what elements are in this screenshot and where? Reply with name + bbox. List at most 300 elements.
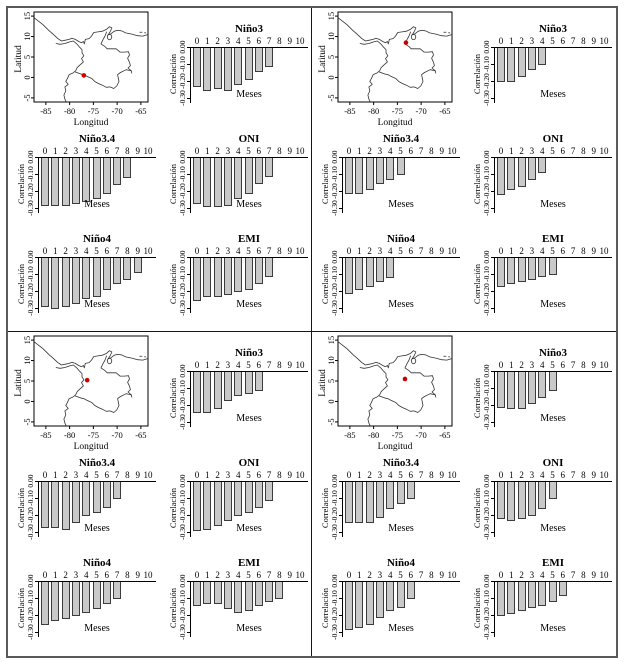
station-marker <box>403 377 408 382</box>
bar-month-7 <box>113 158 121 185</box>
x-tick-label: 9 <box>439 470 444 480</box>
bar-month-8 <box>123 158 131 178</box>
x-tick-label: 5 <box>94 470 99 480</box>
x-tick-label: 0 <box>498 570 504 580</box>
bar-month-7 <box>265 158 273 177</box>
x-tick-label: 4 <box>83 470 89 480</box>
x-axis-title: Meses <box>236 199 262 210</box>
x-tick-label: 3 <box>529 570 535 580</box>
bar-month-4 <box>234 482 242 516</box>
bar-month-7 <box>265 258 273 277</box>
x-tick-label: 2 <box>367 146 372 156</box>
correlation-chart <box>466 456 612 556</box>
map-x-axis-title: Longitud <box>377 442 413 452</box>
map-y-tick-label: 0 <box>22 399 32 404</box>
x-tick-label: 10 <box>143 146 153 156</box>
bar-month-5 <box>549 372 557 391</box>
x-tick-label: 10 <box>447 146 457 156</box>
x-axis-title: Meses <box>540 623 566 634</box>
x-tick-label: 10 <box>295 246 305 256</box>
coastline-outline <box>34 18 148 44</box>
x-tick-label: 3 <box>377 570 383 580</box>
y-tick-label: 0.00 <box>178 250 187 264</box>
y-axis-title: Correlación <box>320 487 330 529</box>
x-tick-label: 2 <box>215 470 220 480</box>
bar-month-3 <box>528 582 536 608</box>
x-tick-label: 8 <box>581 246 586 256</box>
y-axis-title: Correlación <box>472 163 482 205</box>
x-tick-label: 8 <box>581 570 586 580</box>
coastline-outline <box>360 365 388 426</box>
y-tick-label: 0.00 <box>482 574 491 588</box>
chart-title: EMI <box>542 233 564 245</box>
y-axis-title: Correlación <box>472 487 482 529</box>
x-tick-label: 3 <box>225 246 231 256</box>
x-tick-label: 4 <box>539 246 545 256</box>
bar-month-7 <box>113 482 121 499</box>
y-tick-label: -0.30 <box>482 414 491 430</box>
y-tick-label: 0.00 <box>482 474 491 488</box>
map-x-tick-label: -85 <box>40 430 52 440</box>
chart-title: Niño4 <box>386 233 416 245</box>
bar-month-4 <box>538 48 546 65</box>
correlation-chart <box>10 556 156 656</box>
x-tick-label: 2 <box>519 570 524 580</box>
y-axis-title: Correlación <box>168 53 178 95</box>
x-axis-title: Meses <box>236 89 262 100</box>
bar-month-2 <box>366 158 374 190</box>
y-tick-label: 0.00 <box>178 364 187 378</box>
chart-plot <box>320 146 460 230</box>
x-tick-label: 10 <box>447 570 457 580</box>
y-axis-title: Correlación <box>472 587 482 629</box>
y-tick-label: -0.30 <box>330 524 339 540</box>
chart-title: ONI <box>238 457 260 469</box>
x-tick-label: 8 <box>429 570 434 580</box>
x-tick-label: 9 <box>591 246 596 256</box>
bar-month-2 <box>366 258 374 287</box>
bar-month-4 <box>82 158 90 202</box>
y-tick-label: -0.20 <box>482 607 491 623</box>
y-axis-title: Correlación <box>472 263 482 305</box>
bar-month-0 <box>345 158 353 194</box>
x-tick-label: 2 <box>215 246 220 256</box>
x-tick-label: 4 <box>387 146 393 156</box>
bar-month-2 <box>214 582 222 604</box>
bar-month-1 <box>507 372 515 409</box>
correlation-chart <box>162 132 308 232</box>
y-tick-label: -0.10 <box>482 590 491 606</box>
location-map <box>10 10 162 132</box>
y-tick-label: -0.20 <box>482 397 491 413</box>
map-y-tick-label: 5 <box>22 54 32 60</box>
x-tick-label: 0 <box>42 246 48 256</box>
x-tick-label: 6 <box>408 470 414 480</box>
y-tick-label: -0.10 <box>178 380 187 396</box>
bar-month-6 <box>255 582 263 606</box>
x-axis-title: Meses <box>84 299 110 310</box>
x-tick-label: 0 <box>194 470 200 480</box>
x-tick-label: 4 <box>235 570 241 580</box>
x-tick-label: 10 <box>599 360 609 370</box>
x-tick-label: 8 <box>429 246 434 256</box>
x-tick-label: 6 <box>256 570 262 580</box>
chart-title: Niño3 <box>538 23 568 35</box>
chart-title: Niño3 <box>234 347 264 359</box>
map-x-tick-label: -65 <box>439 106 451 116</box>
y-tick-label: -0.30 <box>482 624 491 640</box>
x-tick-label: 2 <box>367 470 372 480</box>
bar-month-5 <box>397 582 405 608</box>
x-tick-label: 7 <box>114 246 120 256</box>
x-axis-title: Meses <box>540 89 566 100</box>
bar-month-7 <box>113 258 121 284</box>
chart-plot <box>168 360 308 444</box>
map-x-axis-title: Longitud <box>377 118 413 128</box>
x-tick-label: 8 <box>277 246 282 256</box>
y-tick-label: 0.00 <box>482 40 491 54</box>
x-tick-label: 1 <box>357 570 362 580</box>
y-tick-label: -0.20 <box>330 607 339 623</box>
x-tick-label: 5 <box>550 146 555 156</box>
map-y-tick-label: 0 <box>326 399 336 404</box>
x-tick-label: 9 <box>591 570 596 580</box>
coastline-outline <box>338 18 452 44</box>
bar-month-1 <box>51 482 59 528</box>
y-tick-label: 0.00 <box>330 250 339 264</box>
x-tick-label: 10 <box>599 146 609 156</box>
x-tick-label: 6 <box>256 246 262 256</box>
x-tick-label: 6 <box>104 146 110 156</box>
y-tick-label: 0.00 <box>178 40 187 54</box>
x-tick-label: 3 <box>225 36 231 46</box>
panel-bottom-right <box>312 332 616 656</box>
x-axis-title: Meses <box>388 299 414 310</box>
bar-month-6 <box>407 482 415 499</box>
x-tick-label: 7 <box>266 360 272 370</box>
bar-month-4 <box>538 372 546 398</box>
x-tick-label: 5 <box>550 360 555 370</box>
x-tick-label: 1 <box>205 146 210 156</box>
y-tick-label: -0.20 <box>178 507 187 523</box>
x-tick-label: 6 <box>408 246 414 256</box>
x-tick-label: 0 <box>346 570 352 580</box>
correlation-chart <box>466 232 612 332</box>
bar-month-7 <box>265 482 273 501</box>
y-tick-label: 0.00 <box>178 574 187 588</box>
x-tick-label: 1 <box>205 470 210 480</box>
x-tick-label: 7 <box>418 146 424 156</box>
bar-month-1 <box>203 582 211 604</box>
x-tick-label: 3 <box>377 470 383 480</box>
correlation-chart <box>162 456 308 556</box>
bar-month-3 <box>376 258 384 282</box>
bar-month-2 <box>214 48 222 89</box>
x-tick-label: 8 <box>581 146 586 156</box>
map-y-tick-label: -5 <box>326 94 336 102</box>
x-tick-label: 10 <box>447 246 457 256</box>
map-y-axis-title: Latitud <box>14 369 24 397</box>
map-x-tick-label: -75 <box>87 106 100 116</box>
y-tick-label: -0.30 <box>178 300 187 316</box>
map-x-tick-label: -85 <box>40 106 52 116</box>
bar-month-3 <box>224 372 232 401</box>
y-axis-title: Correlación <box>320 263 330 305</box>
x-tick-label: 7 <box>266 36 272 46</box>
x-axis-title: Meses <box>388 523 414 534</box>
x-tick-label: 1 <box>205 360 210 370</box>
y-tick-label: -0.20 <box>178 607 187 623</box>
x-tick-label: 6 <box>560 246 566 256</box>
x-tick-label: 5 <box>246 360 251 370</box>
map-y-axis-title: Latitud <box>318 369 328 397</box>
x-tick-label: 10 <box>143 470 153 480</box>
x-tick-label: 3 <box>529 146 535 156</box>
coastline-outline <box>75 394 132 413</box>
x-tick-label: 4 <box>539 146 545 156</box>
x-tick-label: 6 <box>560 570 566 580</box>
x-tick-label: 4 <box>387 570 393 580</box>
map-y-tick-label: -5 <box>22 418 32 426</box>
correlation-chart <box>162 556 308 656</box>
bar-month-2 <box>518 258 526 282</box>
y-tick-label: 0.00 <box>26 250 35 264</box>
x-tick-label: 1 <box>53 470 58 480</box>
bar-month-6 <box>255 482 263 508</box>
bar-month-0 <box>497 582 505 616</box>
bar-month-4 <box>234 372 242 396</box>
map-canvas <box>314 10 466 132</box>
bar-month-0 <box>497 258 505 287</box>
chart-title: ONI <box>542 133 564 145</box>
map-x-tick-label: -85 <box>344 430 356 440</box>
map-y-tick-label: -5 <box>326 418 336 426</box>
x-tick-label: 10 <box>295 470 305 480</box>
bar-month-1 <box>507 48 515 82</box>
x-tick-label: 10 <box>295 146 305 156</box>
y-tick-label: -0.20 <box>26 507 35 523</box>
bar-month-1 <box>355 482 363 523</box>
bar-month-6 <box>255 372 263 391</box>
bar-month-3 <box>376 582 384 618</box>
x-tick-label: 7 <box>570 36 576 46</box>
coastline-outline <box>405 32 436 74</box>
x-tick-label: 6 <box>256 36 262 46</box>
y-tick-label: -0.30 <box>178 624 187 640</box>
map-canvas <box>314 334 466 456</box>
map-x-tick-label: -70 <box>415 430 427 440</box>
bar-month-8 <box>275 582 283 599</box>
x-tick-label: 9 <box>135 246 140 256</box>
bar-month-7 <box>265 48 273 67</box>
x-tick-label: 3 <box>529 246 535 256</box>
correlation-chart <box>314 132 460 232</box>
map-x-tick-label: -80 <box>63 106 76 116</box>
x-tick-label: 6 <box>104 246 110 256</box>
x-tick-label: 4 <box>387 470 393 480</box>
bar-month-3 <box>528 258 536 280</box>
x-tick-label: 2 <box>519 246 524 256</box>
bar-month-5 <box>245 258 253 290</box>
chart-title: Niño3.4 <box>382 457 420 469</box>
bar-month-4 <box>82 482 90 516</box>
coastline-outline <box>75 70 132 89</box>
correlation-chart <box>162 232 308 332</box>
x-tick-label: 9 <box>287 36 292 46</box>
x-axis-title: Meses <box>388 199 414 210</box>
chart-plot <box>320 246 460 330</box>
x-tick-label: 6 <box>256 360 262 370</box>
bar-month-3 <box>376 158 384 184</box>
y-axis-title: Correlación <box>472 377 482 419</box>
bar-month-6 <box>103 158 111 194</box>
x-tick-label: 8 <box>125 570 130 580</box>
y-tick-label: 0.00 <box>26 150 35 164</box>
x-tick-label: 7 <box>418 246 424 256</box>
bar-month-3 <box>528 372 536 404</box>
bar-month-0 <box>193 372 201 413</box>
y-tick-label: -0.30 <box>26 524 35 540</box>
x-tick-label: 7 <box>418 470 424 480</box>
map-x-tick-label: -70 <box>111 430 123 440</box>
bar-month-5 <box>549 482 557 499</box>
y-tick-label: -0.10 <box>26 166 35 182</box>
map-y-tick-label: 10 <box>326 32 336 41</box>
y-axis-title: Correlación <box>16 163 26 205</box>
correlation-chart <box>314 456 460 556</box>
x-axis-title: Meses <box>540 523 566 534</box>
x-tick-label: 7 <box>266 146 272 156</box>
chart-title: Niño4 <box>82 557 112 569</box>
x-tick-label: 1 <box>357 470 362 480</box>
x-tick-label: 0 <box>498 146 504 156</box>
x-tick-label: 3 <box>377 246 383 256</box>
x-tick-label: 4 <box>387 246 393 256</box>
map-y-tick-label: 10 <box>22 356 32 365</box>
bar-month-3 <box>72 158 80 204</box>
x-tick-label: 10 <box>295 360 305 370</box>
x-tick-label: 5 <box>246 470 251 480</box>
x-tick-label: 0 <box>498 470 504 480</box>
correlation-chart <box>466 132 612 232</box>
x-tick-label: 4 <box>83 246 89 256</box>
y-tick-label: -0.20 <box>482 183 491 199</box>
y-tick-label: -0.20 <box>330 507 339 523</box>
y-tick-label: 0.00 <box>482 250 491 264</box>
bar-month-0 <box>193 582 201 606</box>
x-tick-label: 5 <box>550 36 555 46</box>
y-tick-label: -0.20 <box>26 183 35 199</box>
x-tick-label: 9 <box>591 36 596 46</box>
x-tick-label: 6 <box>104 570 110 580</box>
bar-month-9 <box>134 258 142 273</box>
x-tick-label: 5 <box>246 146 251 156</box>
map-x-tick-label: -75 <box>391 430 404 440</box>
x-tick-label: 8 <box>125 146 130 156</box>
map-x-tick-label: -65 <box>135 430 147 440</box>
x-tick-label: 8 <box>125 246 130 256</box>
x-tick-label: 10 <box>143 246 153 256</box>
y-axis-title: Correlación <box>168 487 178 529</box>
x-tick-label: 10 <box>599 36 609 46</box>
coastline-outline <box>34 342 148 368</box>
bar-month-5 <box>549 582 557 602</box>
x-tick-label: 5 <box>550 246 555 256</box>
y-axis-title: Correlación <box>472 53 482 95</box>
x-tick-label: 2 <box>519 360 524 370</box>
bar-month-1 <box>507 582 515 614</box>
x-axis-title: Meses <box>540 413 566 424</box>
bar-month-2 <box>366 482 374 523</box>
bar-month-1 <box>51 582 59 621</box>
y-tick-label: -0.30 <box>330 200 339 216</box>
x-tick-label: 2 <box>215 146 220 156</box>
bar-month-7 <box>113 582 121 599</box>
y-tick-label: -0.10 <box>482 166 491 182</box>
x-tick-label: 9 <box>135 570 140 580</box>
x-tick-label: 4 <box>83 146 89 156</box>
bar-month-0 <box>345 258 353 294</box>
bar-month-6 <box>407 582 415 599</box>
bar-month-1 <box>507 258 515 284</box>
x-tick-label: 0 <box>194 360 200 370</box>
chart-plot <box>472 470 612 554</box>
chart-plot <box>168 146 308 230</box>
x-tick-label: 10 <box>599 570 609 580</box>
x-tick-label: 8 <box>429 470 434 480</box>
x-tick-label: 9 <box>135 146 140 156</box>
bar-month-7 <box>265 582 273 602</box>
map-x-tick-label: -65 <box>135 106 147 116</box>
map-x-axis-title: Longitud <box>73 118 109 128</box>
bar-month-3 <box>528 48 536 70</box>
x-tick-label: 10 <box>295 570 305 580</box>
y-tick-label: -0.10 <box>330 166 339 182</box>
x-tick-label: 9 <box>287 470 292 480</box>
y-tick-label: -0.20 <box>178 73 187 89</box>
y-tick-label: 0.00 <box>26 474 35 488</box>
x-tick-label: 3 <box>225 360 231 370</box>
x-tick-label: 3 <box>225 146 231 156</box>
x-tick-label: 3 <box>73 146 79 156</box>
bar-month-6 <box>103 582 111 604</box>
x-tick-label: 10 <box>599 246 609 256</box>
x-tick-label: 8 <box>581 36 586 46</box>
x-axis-title: Meses <box>388 623 414 634</box>
y-tick-label: -0.10 <box>26 490 35 506</box>
x-tick-label: 1 <box>53 246 58 256</box>
chart-plot <box>168 246 308 330</box>
y-tick-label: -0.10 <box>178 490 187 506</box>
correlation-chart <box>466 556 612 656</box>
bar-month-3 <box>72 258 80 304</box>
x-tick-label: 5 <box>398 246 403 256</box>
x-tick-label: 1 <box>509 360 514 370</box>
chart-title: EMI <box>238 557 260 569</box>
x-tick-label: 4 <box>235 470 241 480</box>
map-y-tick-label: 5 <box>326 378 336 384</box>
chart-plot <box>320 570 460 654</box>
x-tick-label: 0 <box>194 146 200 156</box>
map-y-tick-label: -5 <box>22 94 32 102</box>
correlation-chart <box>162 346 308 456</box>
bar-month-0 <box>41 482 49 528</box>
x-tick-label: 9 <box>591 360 596 370</box>
bar-month-1 <box>507 158 515 190</box>
x-tick-label: 1 <box>53 570 58 580</box>
x-tick-label: 1 <box>509 246 514 256</box>
bar-month-4 <box>234 48 242 85</box>
